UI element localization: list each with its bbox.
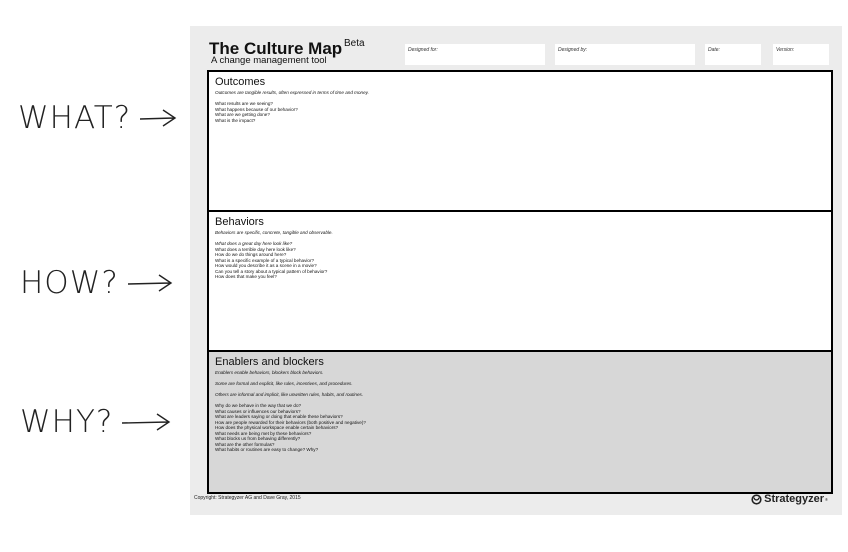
question: How are people rewarded for their behaviors (both positive and negative)? [215, 419, 366, 425]
strategyzer-logo [751, 493, 828, 505]
section-note: Others are informal and implicit, like unwritten rules, habits, and routines. [215, 392, 364, 397]
registered-mark: ® [825, 496, 828, 502]
question: Can you tell a story about a typical pattern of behavior? [215, 268, 328, 274]
right-arrow-icon [121, 412, 171, 432]
version-field[interactable] [773, 44, 829, 65]
question: What is the impact? [215, 117, 256, 123]
what-text: WHAT? [18, 100, 132, 136]
question: What does a terrible day here look like? [215, 246, 296, 252]
enablers-blockers-section[interactable] [209, 352, 831, 492]
question: How does the physical workspace enable certain behaviors? [215, 425, 339, 430]
how-label [20, 265, 173, 301]
right-arrow-icon [127, 273, 173, 293]
section-prompts [215, 370, 367, 453]
question: What are we getting done? [215, 112, 270, 117]
strategyzer-logo-icon [751, 494, 762, 505]
how-text: HOW? [20, 265, 119, 301]
designed-for-label: Designed for: [408, 47, 438, 53]
question: What does a great day here look like? [215, 241, 293, 246]
designed-by-label: Designed by: [558, 47, 588, 53]
brand-name: Strategyzer [764, 493, 825, 505]
question: What needs are being met by these behaviors? [215, 430, 312, 436]
right-arrow-icon [139, 108, 177, 128]
question: What blocks us from behaving differently? [215, 436, 301, 441]
section-title: Outcomes [215, 76, 266, 88]
date-field[interactable] [705, 44, 761, 65]
why-text: WHY? [20, 404, 114, 440]
beta-badge: Beta [344, 38, 365, 49]
question: What happens because of our behavior? [215, 106, 298, 112]
page-title: The Culture Map [209, 39, 343, 58]
section-description: Enablers enable behaviors, blockers block behaviors. [215, 370, 324, 375]
section-title: Behaviors [215, 216, 264, 228]
question: What are leaders saying or doing that enable these behaviors? [215, 414, 343, 419]
why-label [20, 404, 171, 440]
question: What are the other formulas? [215, 441, 275, 447]
date-label: Date: [708, 47, 720, 53]
question: Why do we behave in the way that we do? [215, 403, 302, 408]
section-note: Some are formal and explicit, like rules, incentives, and procedures. [215, 381, 353, 386]
culture-map-sheet [190, 26, 842, 515]
section-description: Outcomes are tangible results, often expressed in terms of time and money. [215, 90, 369, 95]
question: What habits or routines are easy to change? Why? [215, 447, 319, 452]
question: What causes or influences our behaviors? [215, 408, 301, 414]
copyright-text: Copyright: Strategyzer AG and Dave Gray, 2015 [194, 495, 301, 501]
culture-map-board [207, 70, 833, 494]
section-prompts [215, 230, 375, 280]
designed-by-field[interactable] [555, 44, 695, 65]
question: What is a specific example of a typical behavior? [215, 257, 315, 263]
version-label: Version: [776, 47, 795, 53]
outcomes-section[interactable] [209, 72, 831, 212]
question: How do we do things around here? [215, 252, 287, 257]
behaviors-section[interactable] [209, 212, 831, 352]
designed-for-field[interactable] [405, 44, 545, 65]
section-prompts [215, 90, 375, 123]
question: How does that make you feel? [215, 274, 277, 279]
page-subtitle: A change management tool [211, 55, 327, 66]
question: What results are we seeing? [215, 101, 273, 106]
what-label [18, 100, 177, 136]
section-description: Behaviors are specific, concrete, tangible and observable. [215, 230, 333, 235]
question: How would you describe it as a scene in a movie? [215, 263, 317, 268]
section-title: Enablers and blockers [215, 356, 324, 368]
